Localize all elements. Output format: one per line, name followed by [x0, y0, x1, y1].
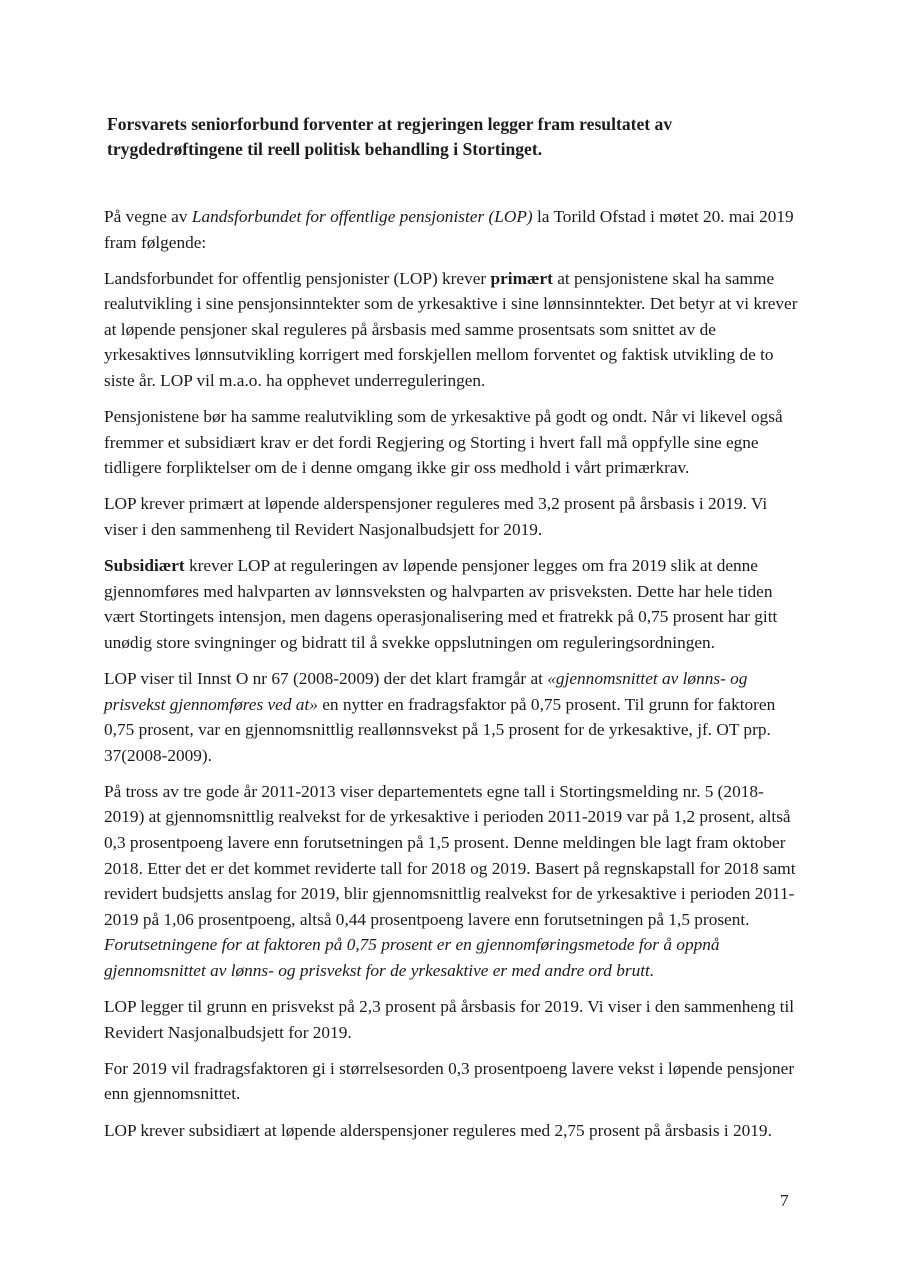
italic-text: Forutsetningene for at faktoren på 0,75 prosent er en gjennomføringsmetode for å oppnå gjennomsnittet av lønns- og prisvekst for de yrkesaktive er med andre ord brutt. [104, 935, 720, 981]
text-run: LOP krever primært at løpende alderspensjoner reguleres med 3,2 prosent på årsbasis i 2019. Vi viser i den sammenheng til Revidert Nasjonalbudsjett for 2019. [104, 494, 768, 540]
bold-text: Subsidiært [104, 556, 185, 576]
document-body [104, 204, 804, 1143]
document-heading: Forsvarets seniorforbund forventer at regjeringen legger fram resultatet av trygdedrøftingene til reell politisk behandling i Stortinget. [107, 114, 673, 159]
paragraph [104, 553, 804, 655]
text-run: LOP krever subsidiært at løpende alderspensjoner reguleres med 2,75 prosent på årsbasis i 2019. [104, 1120, 772, 1140]
paragraph [104, 779, 804, 984]
paragraph [104, 204, 804, 255]
page-number: 7 [780, 1191, 789, 1210]
paragraph [104, 404, 804, 481]
text-run: LOP viser til Innst O nr 67 (2008-2009) der det klart framgår at [104, 669, 548, 688]
paragraph [104, 491, 804, 542]
paragraph [104, 266, 804, 394]
text-run: På vegne av [104, 207, 192, 226]
paragraph [104, 1118, 804, 1144]
document-page [104, 112, 804, 1154]
text-run: Landsforbundet for offentlig pensjonister (LOP) krever [104, 268, 491, 288]
paragraph [104, 994, 804, 1045]
italic-text: «gjennomsnittet av lønns- og prisvekst gjennomføres ved at» [104, 669, 748, 714]
text-run: Pensjonistene bør ha samme realutvikling som de yrkesaktive på godt og ondt. Når vi likevel også fremmer et subsidiært krav er det fordi Regjering og Storting i hvert fall må oppfylle sine egne tidligere forpliktelser om de i denne omgang ikke gir oss medhold i vårt primærkrav. [104, 407, 783, 478]
bold-text: primært [490, 268, 553, 288]
paragraph [104, 1056, 804, 1107]
text-run: la Torild Ofstad i møtet 20. mai 2019 fram følgende: [104, 207, 794, 252]
text-run: LOP legger til grunn en prisvekst på 2,3 prosent på årsbasis for 2019. Vi viser i den sammenheng til Revidert Nasjonalbudsjett for 2019. [104, 997, 795, 1042]
text-run: at pensjonistene skal ha samme realutvikling i sine pensjonsinntekter som de yrkesaktive i sine lønnsinntekter. Det betyr at vi krever at løpende pensjoner skal reguleres på årsbasis med samme prosentsats som snittet av de yrkesaktives lønnsutvikling korrigert med forskjellen mellom forventet og faktisk utvikling de to siste år. LOP vil m.a.o. ha opphevet underreguleringen. [104, 268, 798, 391]
paragraph [104, 666, 804, 768]
text-run: krever LOP at reguleringen av løpende pensjoner legges om fra 2019 slik at denne gjennomføres med halvparten av lønnsveksten og halvparten av prisveksten. Dette har hele tiden vært Stortingets intensjon, men dagens operasjonalisering med et fratrekk på 0,75 prosent har gitt unødig store svingninger og bidratt til å svekke oppslutningen om reguleringsordningen. [104, 556, 778, 652]
text-run: For 2019 vil fradragsfaktoren gi i størrelsesorden 0,3 prosentpoeng lavere vekst i løpende pensjoner enn gjennomsnittet. [104, 1058, 795, 1104]
text-run: På tross av tre gode år 2011-2013 viser departementets egne tall i Stortingsmelding nr. 5 (2018-2019) at gjennomsnittlig realvekst for de yrkesaktive i perioden 2011-2019 var på 1,2 prosent, altså 0,3 prosentpoeng lavere enn forutsetningen på 1,5 prosent. Denne meldingen ble lagt fram oktober 2018. Etter det er det kommet reviderte tall for 2018 og 2019. Basert på regnskapstall for 2018 samt revidert budsjetts anslag for 2019, blir gjennomsnittlig realvekst for de yrkesaktive i perioden 2011-2019 på 1,06 prosentpoeng, altså 0,44 prosentpoeng lavere enn forutsetningen på 1,5 prosent. [104, 781, 796, 929]
text-run: en nytter en fradragsfaktor på 0,75 prosent. Til grunn for faktoren 0,75 prosent, var en gjennomsnittlig reallønnsvekst på 1,5 prosent for de yrkesaktive, jf. OT prp. 37(2008-2009). [104, 694, 776, 765]
italic-text: Landsforbundet for offentlige pensjonister (LOP) [191, 207, 533, 226]
